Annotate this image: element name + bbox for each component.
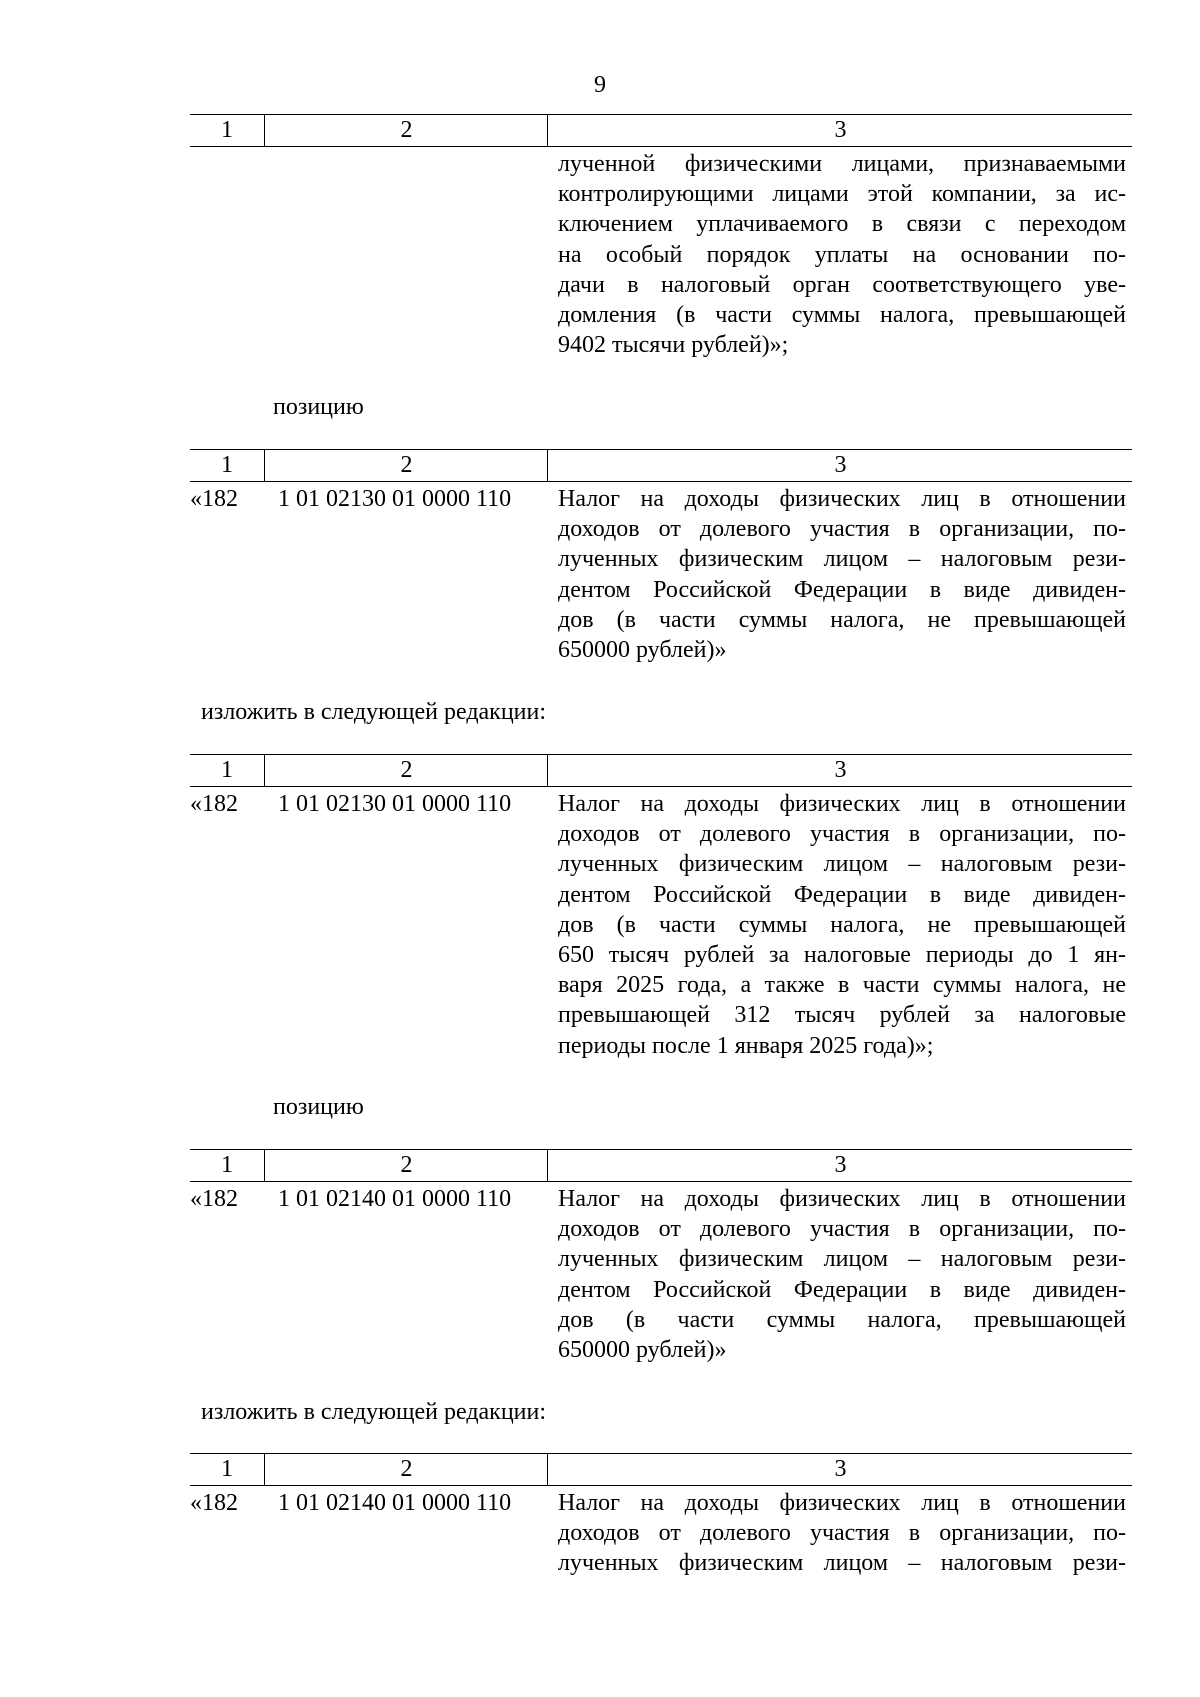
table-header	[190, 1149, 1132, 1182]
row-description	[558, 787, 1126, 1061]
text-line: лученной физическими лицами, признаваемыми	[558, 151, 1126, 177]
text-line: лученных физическим лицом – налоговым рези-	[558, 851, 1126, 878]
row-code-admin: «182	[190, 791, 238, 817]
text-line: дов (в части суммы налога, превышающей	[558, 1306, 1126, 1333]
text-line: 650000 рублей)»	[558, 1336, 727, 1363]
row-code-kbk: 1 01 02130 01 0000 110	[278, 791, 512, 817]
paragraph-position: позицию	[273, 394, 364, 420]
text-line: лученных физическим лицом – налоговым рези-	[558, 546, 1126, 573]
table-header	[190, 114, 1132, 147]
text-line: дачи в налоговый орган соответствующего уве-	[558, 271, 1126, 298]
text-line: дентом Российской Федерации в виде дивиден-	[558, 881, 1126, 908]
row-description	[558, 482, 1126, 665]
header-col-3: 3	[547, 450, 1133, 481]
row-code-kbk: 1 01 02140 01 0000 110	[278, 1186, 512, 1212]
table-header	[190, 449, 1132, 482]
text-line: 650 тысяч рублей за налоговые периоды до 1 ян-	[558, 941, 1126, 968]
row-code-kbk: 1 01 02130 01 0000 110	[278, 486, 512, 512]
row-code-kbk: 1 01 02140 01 0000 110	[278, 1490, 512, 1516]
row-description	[558, 1486, 1126, 1579]
text-line: дов (в части суммы налога, не превышающей	[558, 911, 1126, 938]
header-col-2: 2	[264, 115, 548, 146]
table-4	[190, 1149, 1132, 1365]
page-number: 9	[594, 72, 606, 98]
text-line: варя 2025 года, а также в части суммы налога, не	[558, 972, 1126, 999]
text-line: дов (в части суммы налога, не превышающей	[558, 606, 1126, 633]
text-line: Налог на доходы физических лиц в отношении	[558, 1490, 1126, 1516]
text-line: 9402 тысячи рублей)»;	[558, 332, 789, 359]
text-line: контролирующими лицами этой компании, за ис-	[558, 181, 1126, 208]
table-row	[190, 147, 1132, 360]
text-line: домления (в части суммы налога, превышающей	[558, 301, 1126, 328]
row-code-admin: «182	[190, 486, 238, 512]
table-row	[190, 1182, 1132, 1365]
text-line: ключением уплачиваемого в связи с переходом	[558, 211, 1126, 238]
table-3	[190, 754, 1132, 1061]
text-line: доходов от долевого участия в организации, по-	[558, 1216, 1126, 1243]
table-5	[190, 1453, 1132, 1579]
row-description	[558, 147, 1126, 360]
header-col-1: 1	[221, 1456, 233, 1482]
text-line: Налог на доходы физических лиц в отношении	[558, 486, 1126, 512]
header-col-1: 1	[221, 117, 233, 143]
row-code-admin: «182	[190, 1490, 238, 1516]
text-line: Налог на доходы физических лиц в отношении	[558, 1186, 1126, 1212]
table-header	[190, 1453, 1132, 1486]
table-row	[190, 482, 1132, 665]
text-line: превышающей 312 тысяч рублей за налоговые	[558, 1002, 1126, 1029]
header-col-3: 3	[547, 115, 1133, 146]
table-row	[190, 787, 1132, 1061]
header-col-1: 1	[221, 452, 233, 478]
text-line: на особый порядок уплаты на основании по-	[558, 241, 1126, 268]
text-line: доходов от долевого участия в организации, по-	[558, 1520, 1126, 1547]
text-line: доходов от долевого участия в организации, по-	[558, 821, 1126, 848]
text-line: лученных физическим лицом – налоговым рези-	[558, 1246, 1126, 1273]
header-col-2: 2	[264, 450, 548, 481]
text-line: доходов от долевого участия в организации, по-	[558, 516, 1126, 543]
table-1	[190, 114, 1132, 360]
row-description	[558, 1182, 1126, 1365]
table-row	[190, 1486, 1132, 1579]
table-header	[190, 754, 1132, 787]
paragraph-position: позицию	[273, 1094, 364, 1120]
table-2	[190, 449, 1132, 665]
header-col-3: 3	[547, 1150, 1133, 1181]
paragraph-edit-instruction: изложить в следующей редакции:	[201, 1399, 547, 1425]
text-line: лученных физическим лицом – налоговым рези-	[558, 1550, 1126, 1577]
header-col-2: 2	[264, 1150, 548, 1181]
text-line: Налог на доходы физических лиц в отношении	[558, 791, 1126, 817]
header-col-3: 3	[547, 755, 1133, 786]
text-line: дентом Российской Федерации в виде дивиден-	[558, 576, 1126, 603]
header-col-2: 2	[264, 1454, 548, 1485]
text-line: периоды после 1 января 2025 года)»;	[558, 1032, 934, 1059]
text-line: 650000 рублей)»	[558, 636, 727, 663]
header-col-2: 2	[264, 755, 548, 786]
text-line: дентом Российской Федерации в виде дивиден-	[558, 1276, 1126, 1303]
header-col-1: 1	[221, 1152, 233, 1178]
row-code-admin: «182	[190, 1186, 238, 1212]
paragraph-edit-instruction: изложить в следующей редакции:	[201, 699, 547, 725]
header-col-1: 1	[221, 757, 233, 783]
header-col-3: 3	[547, 1454, 1133, 1485]
